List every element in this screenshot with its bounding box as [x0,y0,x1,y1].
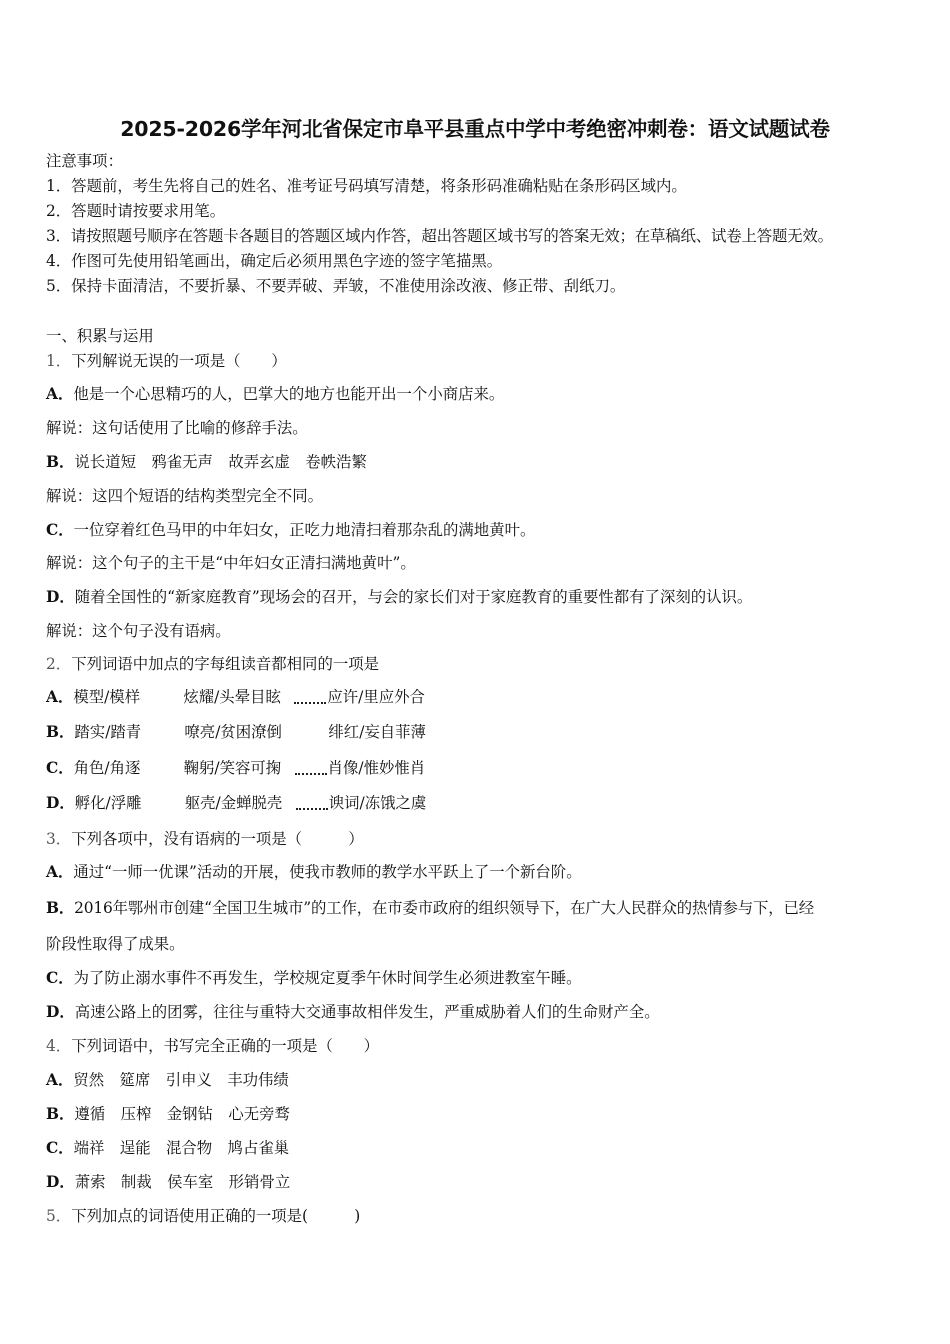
question-stem: 下列各项中，没有语病的一项是（ ） [71,830,364,848]
question-4 [46,1036,379,1056]
notice-item: 3．请按照题号顺序在答题卡各题目的答题区域内作答，超出答题区域书写的答案无效；在草稿纸、试卷上答题无效。 [46,227,833,245]
question-2 [46,654,379,674]
q1-explanation-d: 解说：这个句子没有语病。 [46,622,231,640]
option-label: B． [46,899,75,917]
word-group: 应许/里应外合 [327,688,425,706]
option-text: 一位穿着红色马甲的中年妇女，正吃力地清扫着那杂乱的满地黄叶。 [73,521,536,539]
word-group: 炫耀/头晕目眩 [183,688,281,706]
option-label: C． [46,521,74,539]
question-1 [46,351,287,371]
option-text: 高速公路上的团雾，往往与重特大交通事故相伴发生，严重威胁着人们的生命财产全。 [74,1003,660,1021]
q1-explanation-c: 解说：这个句子的主干是“中年妇女正清扫满地黄叶”。 [46,554,416,572]
q4-option-d [46,1172,290,1192]
question-number: 2． [46,655,72,673]
q4-option-c [46,1138,289,1158]
option-label: D． [46,588,75,606]
q1-option-a [46,384,504,404]
q3-option-b-continued: 阶段性取得了成果。 [46,935,185,953]
q1-option-d [46,587,752,607]
q4-option-b [46,1104,290,1124]
q1-option-b [46,452,367,472]
option-text: 通过“一师一优课”活动的开展，使我市教师的教学水平跃上了一个新台阶。 [73,863,582,881]
option-text: 贸然 筵席 引申义 丰功伟绩 [73,1071,289,1089]
q4-option-a [46,1070,289,1090]
section-heading: 一、积累与运用 [46,327,154,345]
word-group: 躯壳/金蝉脱壳 [184,794,283,812]
option-label: D． [46,1173,75,1191]
option-text: 萧索 制裁 侯车室 形销骨立 [74,1173,291,1191]
question-5 [46,1206,360,1226]
option-text: 遵循 压榨 金钢钻 心无旁骛 [74,1105,290,1123]
option-text: 随着全国性的“新家庭教育”现场会的召开，与会的家长们对于家庭教育的重要性都有了深刻的认识。 [74,588,753,606]
word-group: 嘹亮/贫困潦倒 [184,723,282,741]
q1-option-c [46,520,535,540]
word-group: 肖像/惟妙惟肖 [327,759,426,777]
question-stem: 下列词语中加点的字每组读音都相同的一项是 [71,655,380,673]
q2-option-d [46,793,426,813]
emphasis-dots [295,765,327,775]
option-label: A． [46,385,74,403]
question-number: 5． [46,1207,72,1225]
word-group: 模型/模样 [73,688,141,706]
q3-option-d [46,1002,660,1022]
word-group: 角色/角逐 [73,759,141,777]
q3-option-a [46,862,582,882]
q1-explanation-b: 解说：这四个短语的结构类型完全不同。 [46,487,324,505]
question-stem: 下列解说无误的一项是（ ） [71,352,287,370]
question-number: 1． [46,352,72,370]
option-text: 说长道短 鸦雀无声 故弄玄虚 卷帙浩繁 [74,453,367,471]
q2-option-a [46,687,425,707]
option-label: C． [46,759,74,777]
option-text: 2016年鄂州市创建“全国卫生城市”的工作，在市委市政府的组织领导下，在广大人民群众的热情参与下，已经 [74,899,814,917]
notice-item: 1．答题前，考生先将自己的姓名、准考证号码填写清楚，将条形码准确粘贴在条形码区域内。 [46,177,687,195]
q3-option-c [46,968,582,988]
word-group: 谀词/冻饿之虞 [328,794,427,812]
page-title: 2025-2026学年河北省保定市阜平县重点中学中考绝密冲刺卷：语文试题试卷 [120,117,830,141]
question-stem: 下列词语中，书写完全正确的一项是（ ） [71,1037,380,1055]
option-label: C． [46,969,74,987]
option-label: B． [46,1105,75,1123]
option-label: D． [46,794,75,812]
question-number: 3． [46,830,72,848]
question-number: 4． [46,1037,72,1055]
word-group: 绯红/妄自菲薄 [328,723,426,741]
q2-option-c [46,758,425,778]
option-label: B． [46,723,75,741]
option-text: 他是一个心思精巧的人，巴掌大的地方也能开出一个小商店来。 [73,385,505,403]
notice-item: 5．保持卡面清洁，不要折暴、不要弄破、弄皱，不准使用涂改液、修正带、刮纸刀。 [46,277,626,295]
emphasis-dots [296,800,328,810]
notice-item: 2．答题时请按要求用笔。 [46,202,226,220]
option-label: A． [46,1071,74,1089]
word-group: 踏实/踏青 [74,723,142,741]
q2-option-b [46,722,426,742]
q1-explanation-a: 解说：这句话使用了比喻的修辞手法。 [46,419,308,437]
option-text: 为了防止溺水事件不再发生，学校规定夏季午休时间学生必须进教室午睡。 [73,969,582,987]
option-label: B． [46,453,75,471]
notice-item: 4．作图可先使用铅笔画出，确定后必须用黑色字迹的签字笔描黑。 [46,252,503,270]
word-group: 鞠躬/笑容可掬 [183,759,282,777]
option-label: A． [46,688,74,706]
option-label: D． [46,1003,75,1021]
question-3 [46,829,364,849]
notice-heading: 注意事项： [46,152,123,170]
option-label: C． [46,1139,74,1157]
q3-option-b [46,898,814,918]
emphasis-dots [294,694,326,704]
option-label: A． [46,863,74,881]
question-stem: 下列加点的词语使用正确的一项是( ) [71,1207,361,1225]
word-group: 孵化/浮雕 [74,794,142,812]
option-text: 端祥 逞能 混合物 鸠占雀巢 [73,1139,290,1157]
